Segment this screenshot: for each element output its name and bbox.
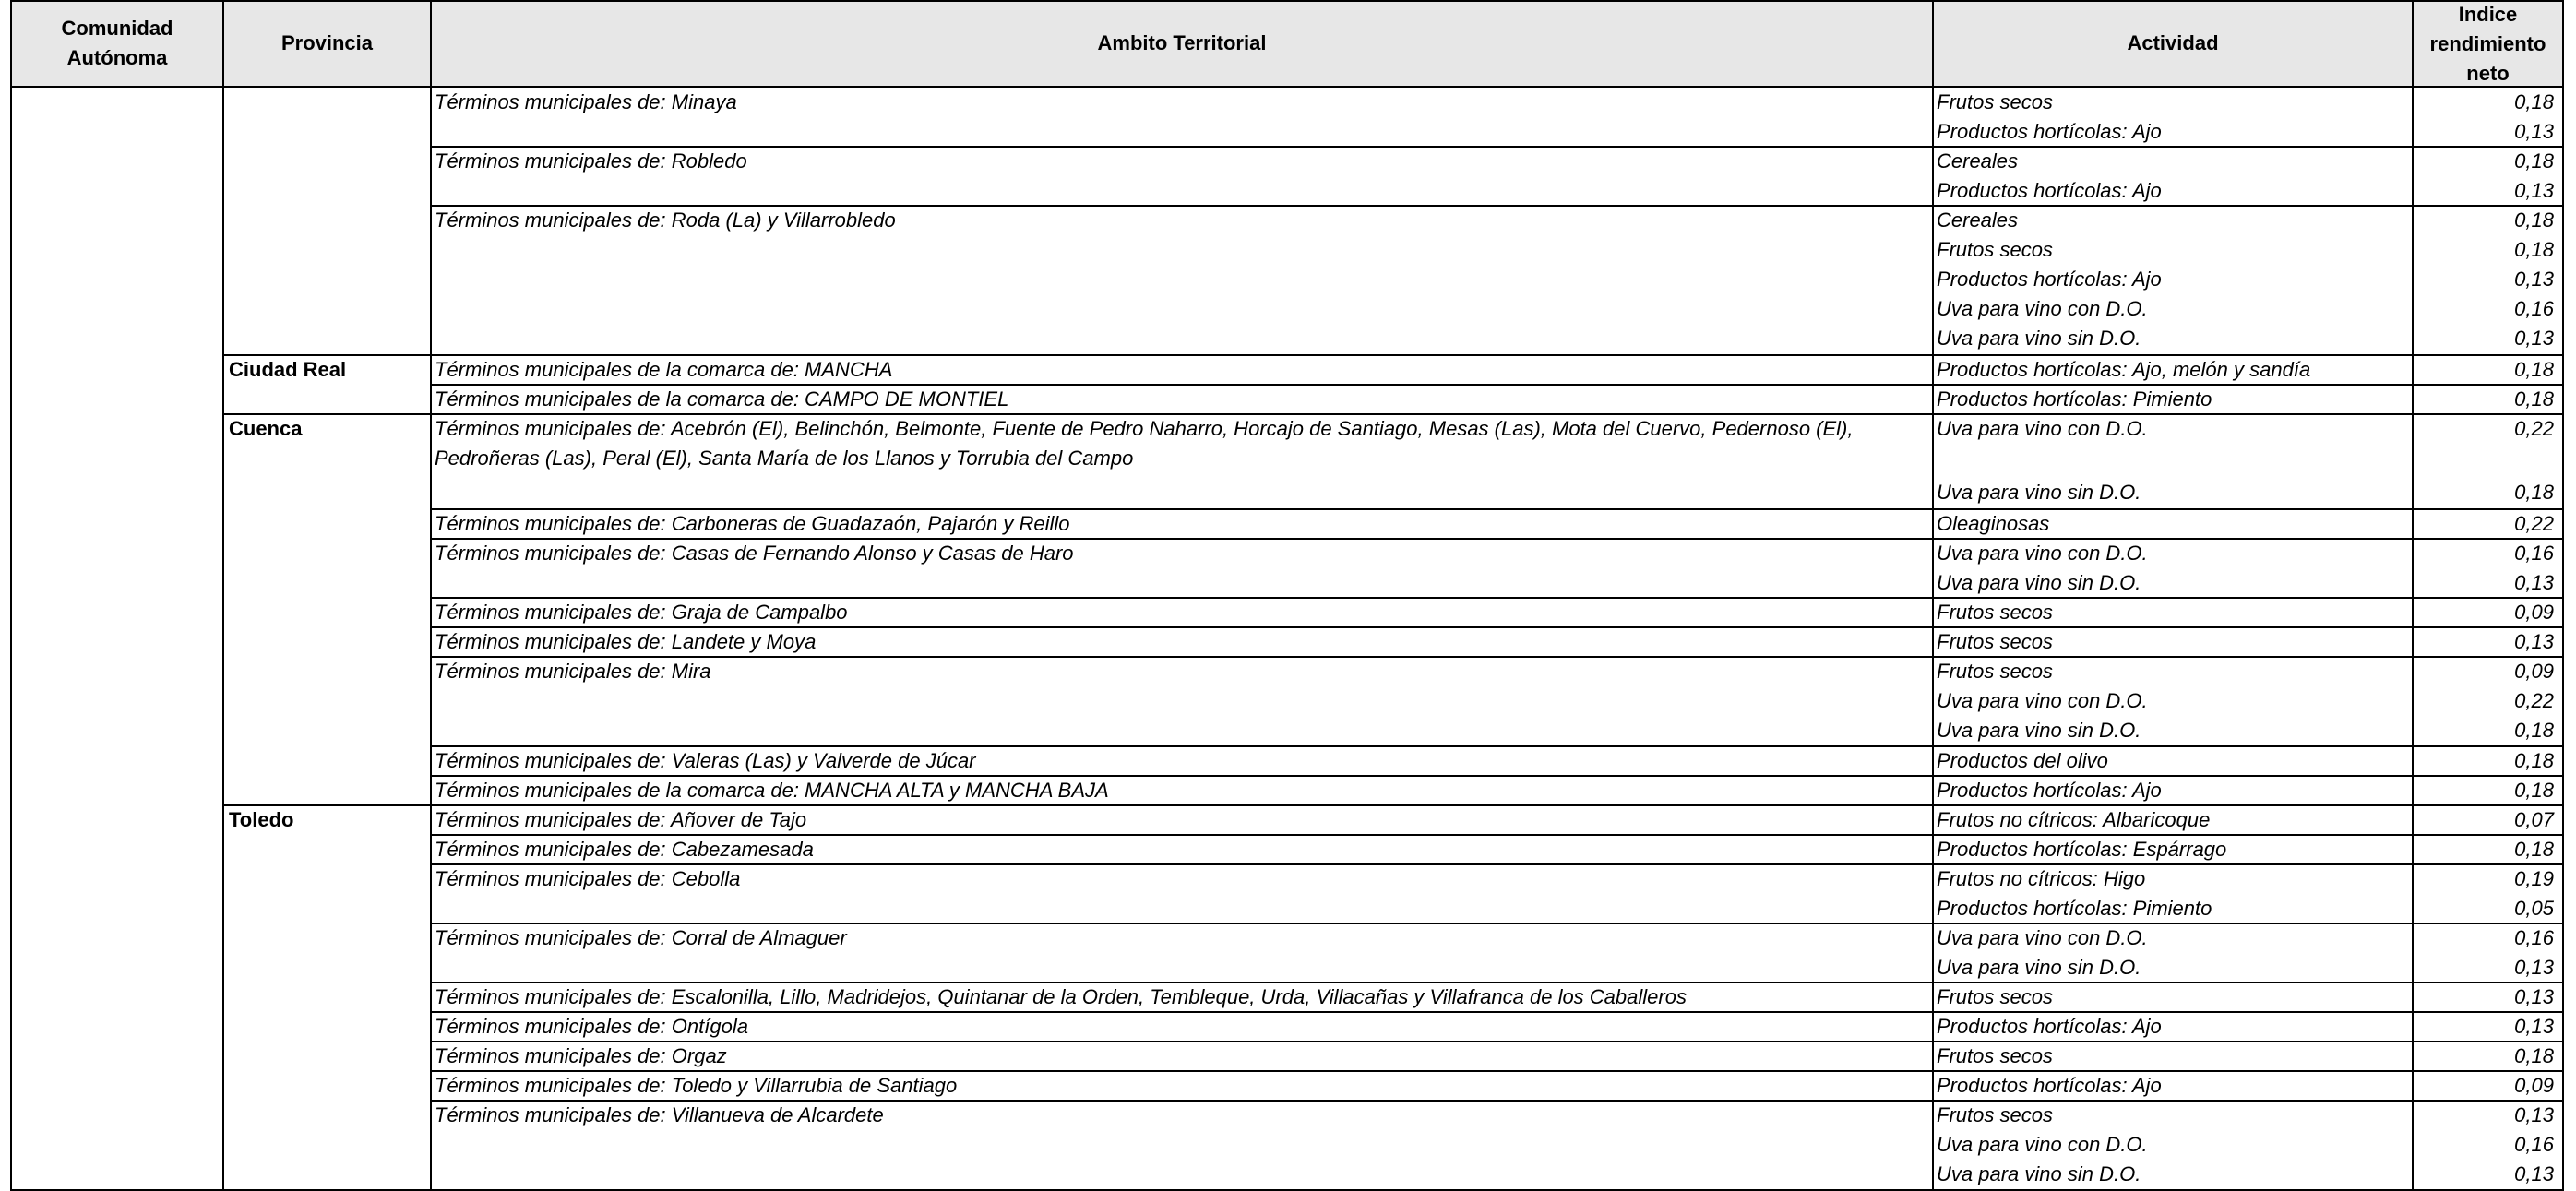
actividad-cell: Uva para vino con D.O. bbox=[1937, 297, 2148, 320]
indice-cell: 0,13 bbox=[2514, 120, 2554, 143]
ambito-cell: Términos municipales de: Robledo bbox=[435, 149, 747, 173]
indice-cell: 0,13 bbox=[2514, 1015, 2554, 1038]
actividad-cell: Productos hortícolas: Ajo bbox=[1937, 1015, 2162, 1038]
ambito-cell: Términos municipales de: Roda (La) y Villarrobledo bbox=[435, 208, 896, 232]
indice-cell: 0,05 bbox=[2514, 897, 2554, 920]
row-border bbox=[430, 205, 2564, 207]
row-border bbox=[10, 0, 2564, 2]
actividad-cell: Productos hortícolas: Ajo bbox=[1937, 268, 2162, 291]
actividad-cell: Frutos no cítricos: Higo bbox=[1937, 867, 2146, 890]
indice-cell: 0,07 bbox=[2514, 808, 2554, 831]
row-border bbox=[430, 923, 2564, 924]
actividad-cell: Productos del olivo bbox=[1937, 749, 2108, 772]
row-border bbox=[430, 1070, 2564, 1072]
actividad-cell: Uva para vino con D.O. bbox=[1937, 1133, 2148, 1156]
actividad-cell: Uva para vino sin D.O. bbox=[1937, 481, 2141, 504]
indice-cell: 0,13 bbox=[2514, 1103, 2554, 1126]
row-border bbox=[430, 1100, 2564, 1102]
indice-cell: 0,18 bbox=[2514, 779, 2554, 802]
indice-cell: 0,18 bbox=[2514, 838, 2554, 861]
province-border bbox=[222, 804, 2564, 806]
indice-cell: 0,13 bbox=[2514, 630, 2554, 653]
indice-cell: 0,09 bbox=[2514, 1074, 2554, 1097]
row-border bbox=[430, 384, 2564, 386]
row-border bbox=[430, 863, 2564, 865]
ambito-cell: Términos municipales de: Villanueva de Alcardete bbox=[435, 1103, 884, 1126]
actividad-cell: Productos hortícolas: Ajo, melón y sandía bbox=[1937, 358, 2311, 381]
actividad-cell: Productos hortícolas: Ajo bbox=[1937, 1074, 2162, 1097]
ambito-cell: Términos municipales de: Añover de Tajo bbox=[435, 808, 807, 831]
ambito-cell: Términos municipales de: Escalonilla, Lillo, Madridejos, Quintanar de la Orden, Tembleque, Urda, Villacañas y Villafranca de los Caballeros bbox=[435, 985, 1687, 1008]
row-border bbox=[430, 745, 2564, 747]
indice-cell: 0,13 bbox=[2514, 268, 2554, 291]
ambito-cell: Términos municipales de: Ontígola bbox=[435, 1015, 748, 1038]
row-border bbox=[430, 656, 2564, 658]
ambito-cell: Términos municipales de: Landete y Moya bbox=[435, 630, 817, 653]
actividad-cell: Uva para vino con D.O. bbox=[1937, 689, 2148, 712]
actividad-cell: Uva para vino con D.O. bbox=[1937, 542, 2148, 565]
row-border bbox=[430, 626, 2564, 628]
indice-cell: 0,22 bbox=[2514, 512, 2554, 535]
actividad-cell: Uva para vino sin D.O. bbox=[1937, 956, 2141, 979]
actividad-cell: Frutos secos bbox=[1937, 90, 2053, 113]
ambito-cell: Términos municipales de la comarca de: CAMPO DE MONTIEL bbox=[435, 387, 1009, 411]
provincia-toledo: Toledo bbox=[229, 808, 294, 831]
ambito-cell: Términos municipales de: Orgaz bbox=[435, 1044, 727, 1067]
actividad-cell: Uva para vino sin D.O. bbox=[1937, 719, 2141, 742]
indice-cell: 0,18 bbox=[2514, 749, 2554, 772]
indice-cell: 0,19 bbox=[2514, 867, 2554, 890]
ambito-cell: Términos municipales de: Corral de Almaguer bbox=[435, 926, 847, 949]
row-border bbox=[430, 775, 2564, 777]
indice-cell: 0,18 bbox=[2514, 358, 2554, 381]
indice-cell: 0,18 bbox=[2514, 481, 2554, 504]
ambito-cell: Términos municipales de: Casas de Fernando Alonso y Casas de Haro bbox=[435, 542, 1074, 565]
actividad-cell: Productos hortícolas: Espárrago bbox=[1937, 838, 2227, 861]
province-border bbox=[222, 413, 2564, 415]
ambito-cell: Términos municipales de: Mira bbox=[435, 660, 711, 683]
ambito-cell: Términos municipales de: Acebrón (El), Belinchón, Belmonte, Fuente de Pedro Naharro, Horcajo de Santiago, Mesas (Las), Mota del Cuervo, Pedernoso (El), Pedroñeras (Las), Peral (El), Santa María de los Llanos y Torrubia del Campo bbox=[435, 417, 1854, 470]
header-indice: Indice rendimiento neto bbox=[2429, 3, 2546, 85]
actividad-cell: Productos hortícolas: Pimiento bbox=[1937, 387, 2212, 411]
indice-cell: 0,22 bbox=[2514, 689, 2554, 712]
indice-cell: 0,18 bbox=[2514, 1044, 2554, 1067]
indice-cell: 0,13 bbox=[2514, 1162, 2554, 1185]
ambito-cell: Términos municipales de: Valeras (Las) y Valverde de Júcar bbox=[435, 749, 976, 772]
row-border bbox=[430, 538, 2564, 540]
ambito-cell: Términos municipales de: Cabezamesada bbox=[435, 838, 814, 861]
ambito-cell: Términos municipales de: Graja de Campalbo bbox=[435, 601, 848, 624]
actividad-cell: Frutos secos bbox=[1937, 660, 2053, 683]
province-border bbox=[222, 354, 2564, 356]
indice-cell: 0,16 bbox=[2514, 926, 2554, 949]
actividad-cell: Productos hortícolas: Ajo bbox=[1937, 120, 2162, 143]
actividad-cell: Uva para vino sin D.O. bbox=[1937, 1162, 2141, 1185]
header-ambito: Ambito Territorial bbox=[1097, 31, 1267, 54]
row-border bbox=[430, 1041, 2564, 1042]
indice-cell: 0,18 bbox=[2514, 238, 2554, 261]
indice-cell: 0,13 bbox=[2514, 571, 2554, 594]
actividad-cell: Frutos secos bbox=[1937, 1103, 2053, 1126]
indice-cell: 0,18 bbox=[2514, 90, 2554, 113]
row-border bbox=[430, 146, 2564, 148]
actividad-cell: Frutos secos bbox=[1937, 630, 2053, 653]
actividad-cell: Productos hortícolas: Ajo bbox=[1937, 779, 2162, 802]
ambito-cell: Términos municipales de: Cebolla bbox=[435, 867, 741, 890]
actividad-cell: Cereales bbox=[1937, 149, 2019, 173]
col-border bbox=[10, 0, 12, 1191]
actividad-cell: Uva para vino con D.O. bbox=[1937, 417, 2148, 440]
indice-cell: 0,16 bbox=[2514, 297, 2554, 320]
indice-cell: 0,18 bbox=[2514, 719, 2554, 742]
ambito-cell: Términos municipales de: Carboneras de Guadazaón, Pajarón y Reillo bbox=[435, 512, 1070, 535]
actividad-cell: Uva para vino sin D.O. bbox=[1937, 327, 2141, 350]
row-border bbox=[430, 597, 2564, 599]
actividad-cell: Oleaginosas bbox=[1937, 512, 2050, 535]
row-border bbox=[430, 508, 2564, 510]
header-actividad: Actividad bbox=[2127, 31, 2219, 54]
header-comunidad: Comunidad Autónoma bbox=[61, 17, 173, 69]
row-border bbox=[10, 86, 2564, 88]
ambito-cell: Términos municipales de: Minaya bbox=[435, 90, 737, 113]
indice-cell: 0,09 bbox=[2514, 601, 2554, 624]
col-border bbox=[222, 0, 224, 1191]
row-border bbox=[430, 834, 2564, 836]
actividad-cell: Productos hortícolas: Ajo bbox=[1937, 179, 2162, 202]
provincia-cuenca: Cuenca bbox=[229, 417, 303, 440]
row-border bbox=[430, 982, 2564, 983]
indice-cell: 0,13 bbox=[2514, 956, 2554, 979]
actividad-cell: Frutos no cítricos: Albaricoque bbox=[1937, 808, 2211, 831]
actividad-cell: Uva para vino sin D.O. bbox=[1937, 571, 2141, 594]
indice-cell: 0,18 bbox=[2514, 208, 2554, 232]
row-border bbox=[430, 1011, 2564, 1013]
indice-cell: 0,16 bbox=[2514, 542, 2554, 565]
ambito-cell: Términos municipales de la comarca de: MANCHA ALTA y MANCHA BAJA bbox=[435, 779, 1109, 802]
actividad-cell: Uva para vino con D.O. bbox=[1937, 926, 2148, 949]
actividad-cell: Frutos secos bbox=[1937, 601, 2053, 624]
indice-cell: 0,13 bbox=[2514, 179, 2554, 202]
indice-cell: 0,13 bbox=[2514, 985, 2554, 1008]
actividad-cell: Frutos secos bbox=[1937, 985, 2053, 1008]
indice-cell: 0,09 bbox=[2514, 660, 2554, 683]
actividad-cell: Frutos secos bbox=[1937, 1044, 2053, 1067]
actividad-cell: Frutos secos bbox=[1937, 238, 2053, 261]
indice-cell: 0,18 bbox=[2514, 149, 2554, 173]
indice-cell: 0,18 bbox=[2514, 387, 2554, 411]
indice-cell: 0,22 bbox=[2514, 417, 2554, 440]
ambito-cell: Términos municipales de la comarca de: MANCHA bbox=[435, 358, 893, 381]
header-provincia: Provincia bbox=[280, 31, 374, 54]
ambito-cell: Términos municipales de: Toledo y Villarrubia de Santiago bbox=[435, 1074, 958, 1097]
provincia-ciudad-real: Ciudad Real bbox=[229, 358, 347, 381]
indice-cell: 0,13 bbox=[2514, 327, 2554, 350]
actividad-cell: Cereales bbox=[1937, 208, 2019, 232]
actividad-cell: Productos hortícolas: Pimiento bbox=[1937, 897, 2212, 920]
indice-cell: 0,16 bbox=[2514, 1133, 2554, 1156]
